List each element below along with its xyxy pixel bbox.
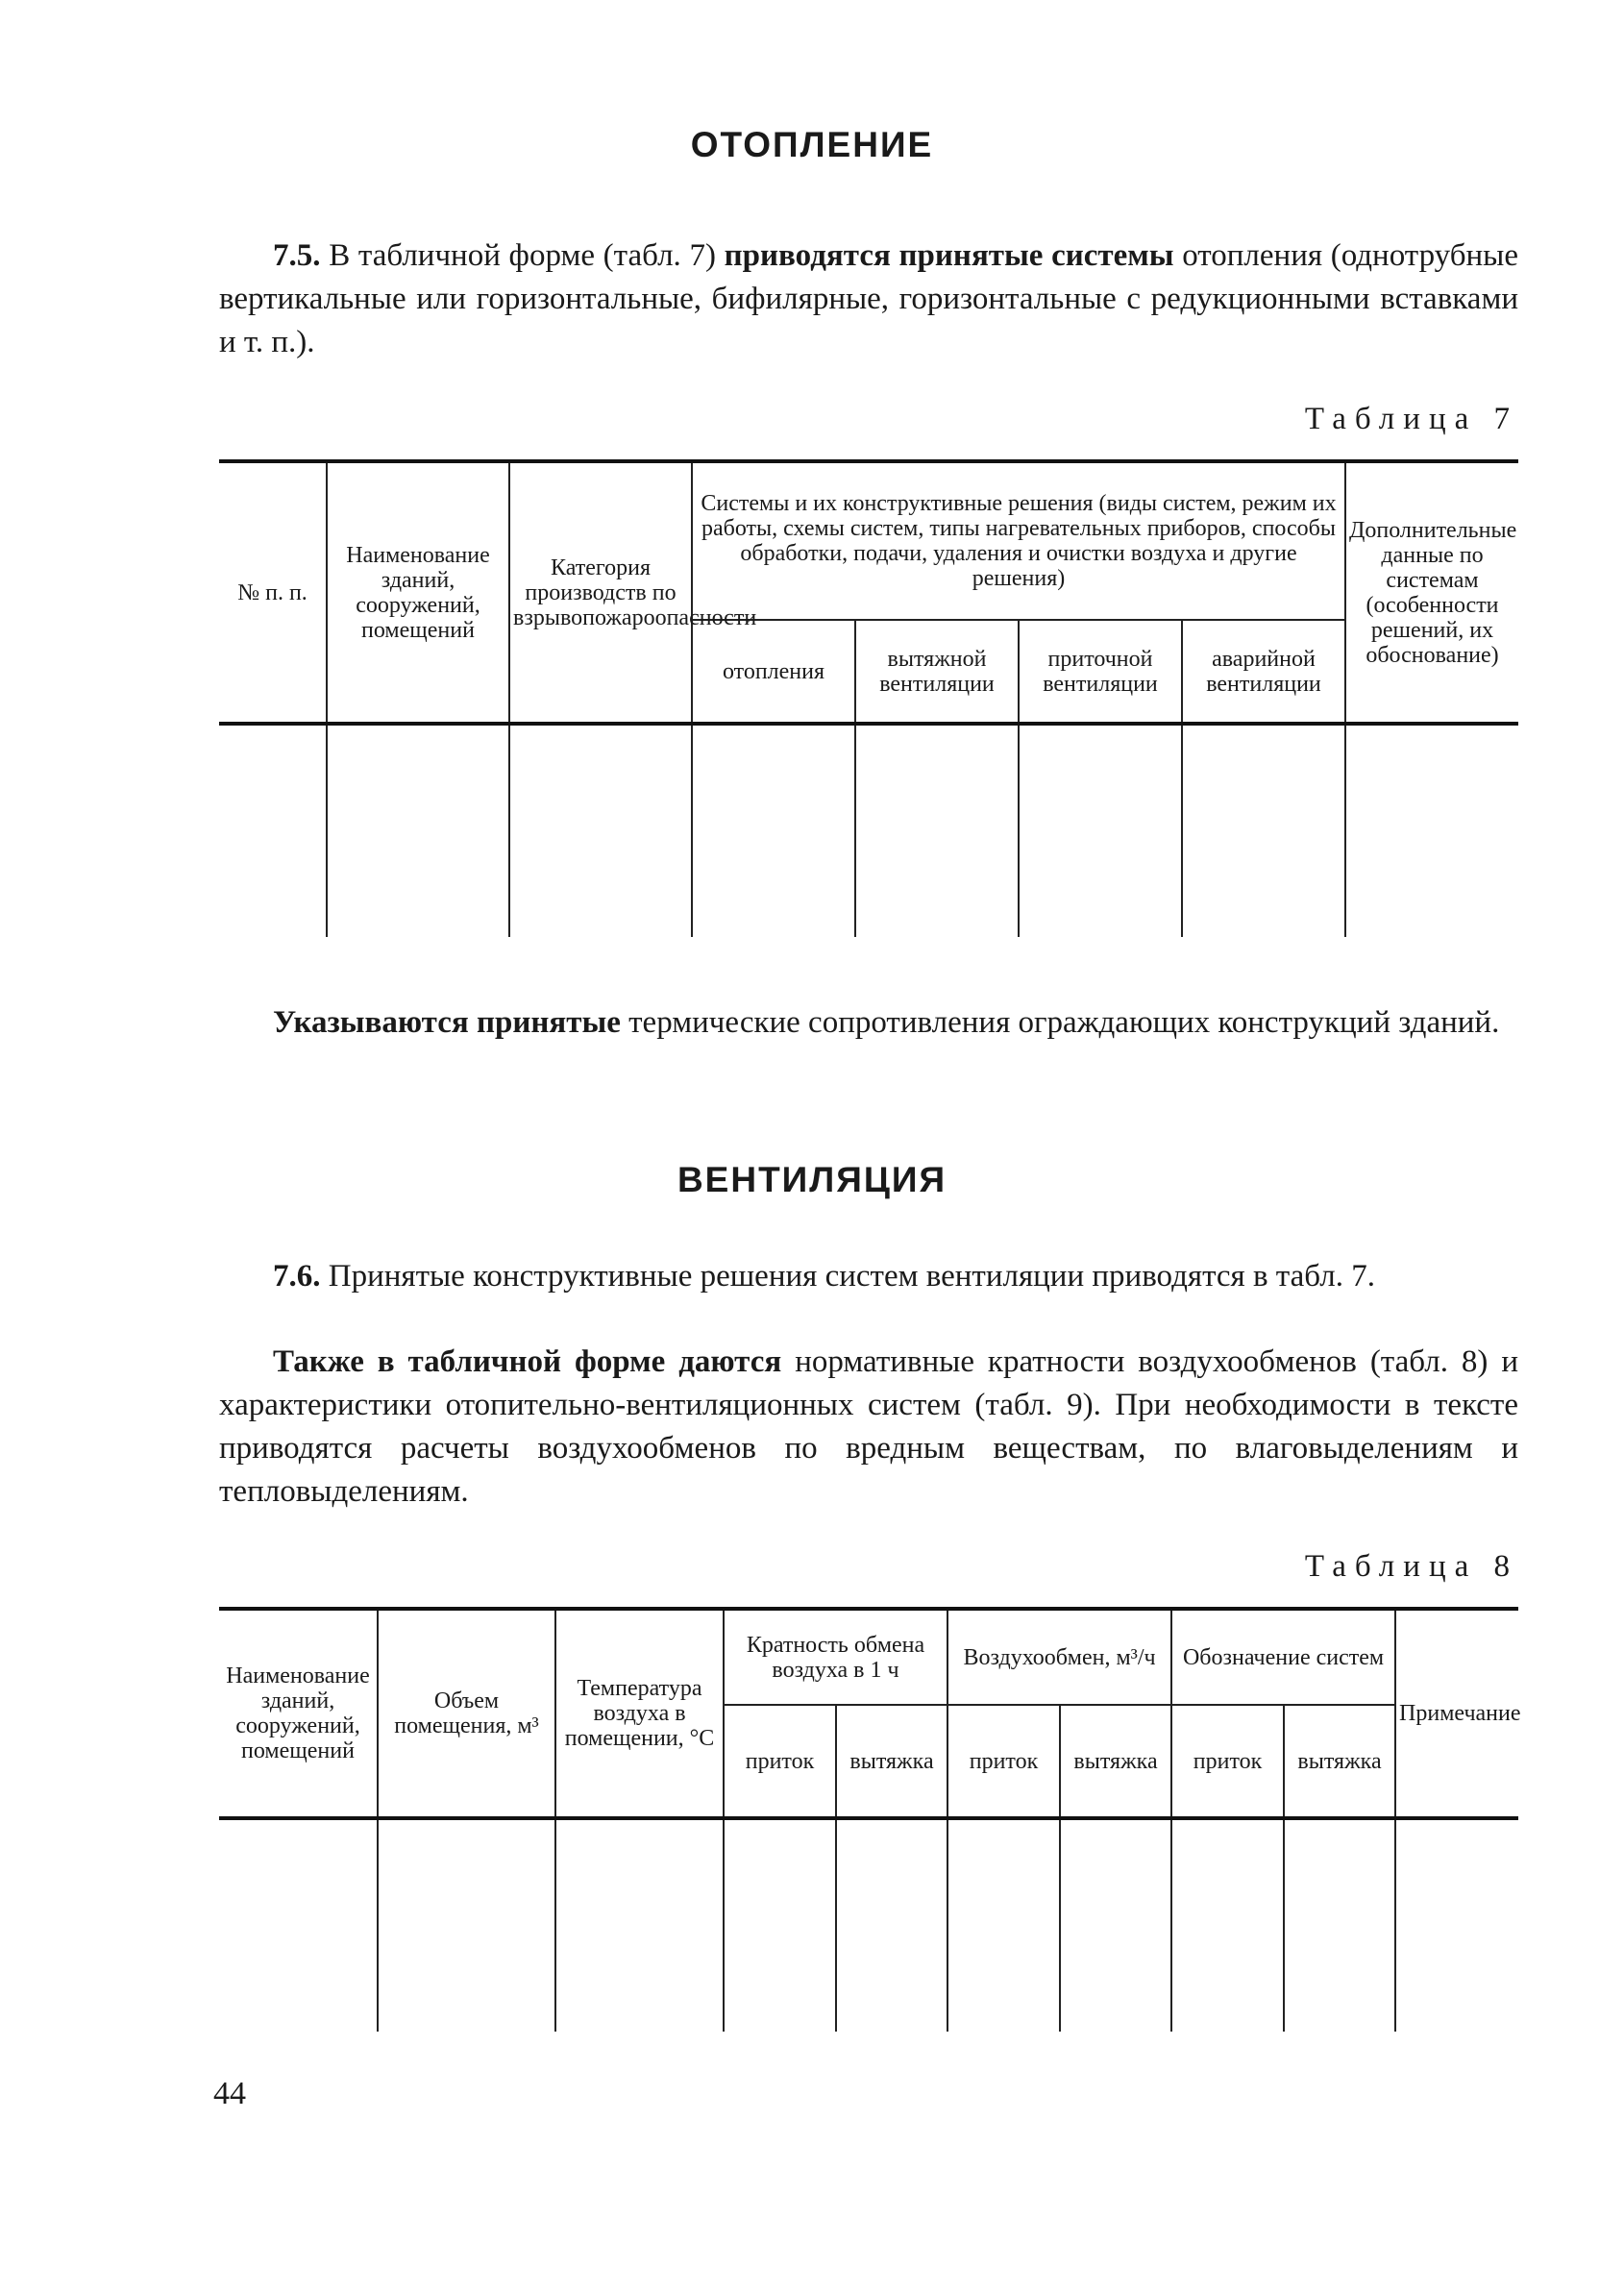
table-cell bbox=[692, 724, 855, 937]
table-cell bbox=[327, 724, 509, 937]
t8-header-temperature: Температура воздуха в помещении, °С bbox=[555, 1609, 724, 1818]
t7-header-name: Наименование зданий, сооружений, помещений bbox=[327, 461, 509, 724]
table-cell bbox=[947, 1818, 1060, 2032]
t8-empty-row bbox=[219, 1818, 1518, 2032]
table-cell bbox=[724, 1818, 836, 2032]
table-cell bbox=[219, 1818, 378, 2032]
table-cell bbox=[1345, 724, 1518, 937]
section-heading-heating: ОТОПЛЕНИЕ bbox=[690, 125, 934, 164]
paragraph-thermal bbox=[219, 1001, 1518, 1045]
para-also-text: нормативные кратности воздухообменов (табл. 8) и характеристики отопительно-вентиляционных систем (табл. 9). При необходимости в тексте приводятся расчеты воздухообменов по вредным веществам, по влаговыделениям и тепловыделениям. bbox=[219, 1344, 1518, 1509]
t7-header-number: № п. п. bbox=[219, 461, 327, 724]
t8-header-sys-supply: приток bbox=[1171, 1705, 1284, 1818]
t7-header-supply-vent: приточной вентиляции bbox=[1019, 620, 1182, 724]
para-7-6-number: 7.6. bbox=[273, 1259, 321, 1294]
t8-header-volume: Объем помещения, м³ bbox=[378, 1609, 555, 1818]
table-cell bbox=[555, 1818, 724, 2032]
para-7-5-text-a: В табличной форме (табл. 7) bbox=[329, 238, 725, 273]
t8-header-sys-exhaust: вытяжка bbox=[1284, 1705, 1395, 1818]
table-cell bbox=[855, 724, 1019, 937]
t8-header-rate-supply: приток bbox=[724, 1705, 836, 1818]
table-cell bbox=[1284, 1818, 1395, 2032]
para-7-6-text: Принятые конструктивные решения систем вентиляции приводятся в табл. 7. bbox=[328, 1259, 1375, 1294]
t7-header-exhaust-vent: вытяжной вентиляции bbox=[855, 620, 1019, 724]
table-8 bbox=[219, 1607, 1521, 2032]
t7-header-category: Категория производств по взрывопожароопасности bbox=[509, 461, 692, 724]
table-8-caption: Таблица 8 bbox=[1304, 1549, 1518, 1584]
t7-empty-row bbox=[219, 724, 1518, 937]
t7-header-systems: Системы и их конструктивные решения (виды систем, режим их работы, схемы систем, типы нагревательных приборов, способы обработки, подачи, удаления и очистки воздуха и другие решения) bbox=[692, 461, 1345, 620]
t8-header-exchange-rate: Кратность обмена воздуха в 1 ч bbox=[724, 1609, 947, 1705]
t8-header-airex-exhaust: вытяжка bbox=[1060, 1705, 1171, 1818]
paragraph-7-6 bbox=[219, 1255, 1518, 1298]
table-cell bbox=[1060, 1818, 1171, 2032]
section-heading-ventilation: ВЕНТИЛЯЦИЯ bbox=[677, 1160, 947, 1199]
t8-header-air-exchange: Воздухообмен, м³/ч bbox=[947, 1609, 1171, 1705]
t7-header-emergency-vent: аварийной вентиляции bbox=[1182, 620, 1345, 724]
table-cell bbox=[1171, 1818, 1284, 2032]
para-thermal-text: термические сопротивления ограждающих конструкций зданий. bbox=[620, 1005, 1500, 1040]
para-thermal-bold: Указываются принятые bbox=[273, 1005, 621, 1040]
table-cell bbox=[219, 724, 327, 937]
para-7-5-number: 7.5. bbox=[273, 238, 321, 273]
t7-header-extra: Дополнительные данные по системам (особенности решений, их обоснование) bbox=[1345, 461, 1518, 724]
para-7-5-text-b: отопления (однотрубные вертикальные или горизонтальные, бифилярные, горизонтальные с редукционными вставками и т. п.). bbox=[219, 238, 1518, 359]
para-also-bold: Также в табличной форме даются bbox=[273, 1344, 782, 1379]
table-cell bbox=[1019, 724, 1182, 937]
t8-header-airex-supply: приток bbox=[947, 1705, 1060, 1818]
paragraph-also bbox=[219, 1341, 1518, 1514]
para-7-5-bold: приводятся принятые системы bbox=[724, 238, 1174, 273]
t7-header-heating: отопления bbox=[692, 620, 855, 724]
paragraph-7-5 bbox=[219, 234, 1518, 364]
t8-header-rate-exhaust: вытяжка bbox=[836, 1705, 947, 1818]
table-cell bbox=[509, 724, 692, 937]
table-cell bbox=[1395, 1818, 1518, 2032]
table-cell bbox=[836, 1818, 947, 2032]
table-cell bbox=[1182, 724, 1345, 937]
table-cell bbox=[378, 1818, 555, 2032]
page-number: 44 bbox=[213, 2076, 246, 2111]
table-7-caption: Таблица 7 bbox=[1304, 402, 1518, 436]
t8-header-name: Наименование зданий, сооружений, помещений bbox=[219, 1609, 378, 1818]
t8-header-system-designation: Обозначение систем bbox=[1171, 1609, 1395, 1705]
t8-header-note: Примечание bbox=[1395, 1609, 1518, 1818]
table-7 bbox=[219, 459, 1518, 937]
